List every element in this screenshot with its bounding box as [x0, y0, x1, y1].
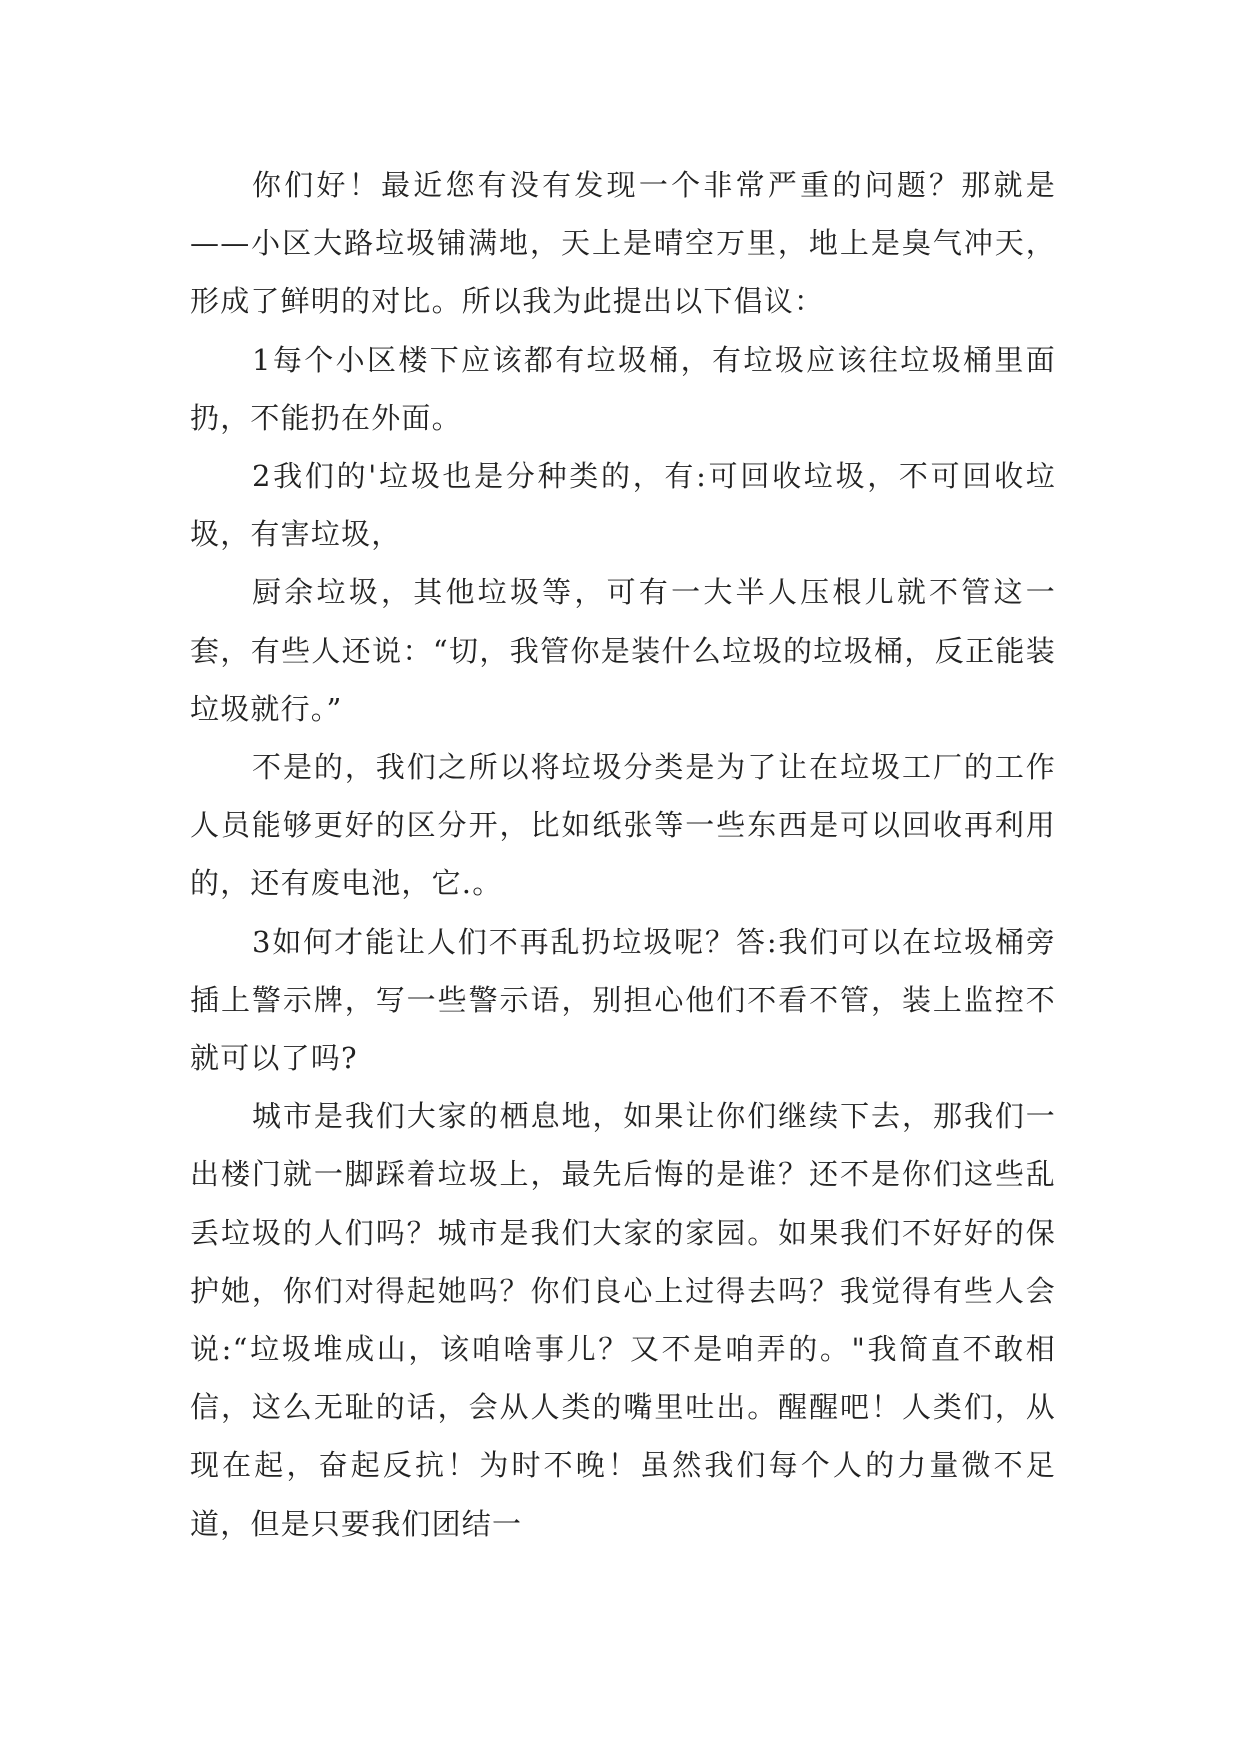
paragraph-proposal-2: 2我们的'垃圾也是分种类的，有:可回收垃圾，不可回收垃圾，有害垃圾，: [190, 459, 1056, 552]
paragraph-intro: 你们好！最近您有没有发现一个非常严重的问题？那就是——小区大路垃圾铺满地，天上是晴空万里，地上是臭气冲天，形成了鲜明的对比。所以我为此提出以下倡议：: [190, 168, 1056, 319]
paragraph-proposal-1: 1每个小区楼下应该都有垃圾桶，有垃圾应该往垃圾桶里面扔，不能扔在外面。: [190, 342, 1056, 435]
paragraph-sorting-reason: 不是的，我们之所以将垃圾分类是为了让在垃圾工厂的工作人员能够更好的区分开，比如纸张等一些东西是可以回收再利用的，还有废电池，它.。: [190, 750, 1056, 901]
paragraph-garbage-types: 厨余垃圾，其他垃圾等，可有一大半人压根儿就不管这一套，有些人还说：“切，我管你是装什么垃圾的垃圾桶，反正能装垃圾就行。”: [190, 575, 1056, 726]
document-body: [190, 156, 1056, 1553]
paragraph-proposal-3: 3如何才能让人们不再乱扔垃圾呢？答:我们可以在垃圾桶旁插上警示牌，写一些警示语，别担心他们不看不管，装上监控不就可以了吗?: [190, 924, 1056, 1076]
paragraph-city-appeal: 城市是我们大家的栖息地，如果让你们继续下去，那我们一出楼门就一脚踩着垃圾上，最先后悔的是谁？还不是你们这些乱丢垃圾的人们吗？城市是我们大家的家园。如果我们不好好的保护她，你们对得起她吗？你们良心上过得去吗？我觉得有些人会说:“垃圾堆成山，该咱啥事儿？又不是咱弄的。"我简直不敢相信，这么无耻的话，会从人类的嘴里吐出。醒醒吧！人类们，从现在起，奋起反抗！为时不晚！虽然我们每个人的力量微不足道，但是只要我们团结一: [190, 1099, 1056, 1541]
